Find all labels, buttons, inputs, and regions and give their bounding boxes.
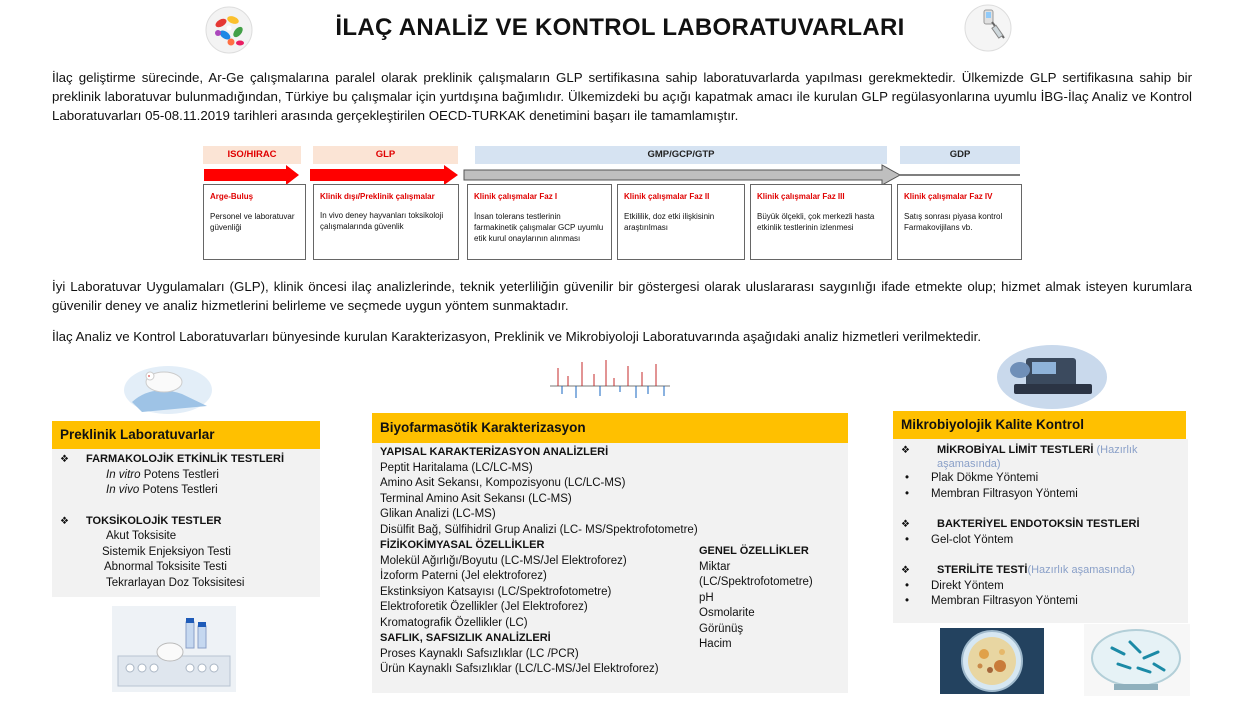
bullet-icon: •	[905, 533, 910, 546]
group-title: TOKSİKOLOJİK TESTLER	[86, 514, 222, 527]
biyo-genel-column	[699, 544, 849, 653]
list-item	[901, 487, 1180, 503]
item-text: Gel-clot Yöntem	[931, 533, 1014, 546]
page-title: İLAÇ ANALİZ VE KONTROL LABORATUVARLARI	[335, 14, 905, 41]
box-text: In vivo deney hayvanları toksikoloji çalışmalarında güvenlik	[320, 211, 444, 231]
group-note: (Hazırlık aşamasında)	[1027, 564, 1136, 576]
box-title: Klinik dışı/Preklinik çalışmalar	[320, 192, 435, 201]
mouse-hand-image	[122, 354, 214, 416]
list-item: Görünüş	[699, 622, 744, 635]
list-item: Elektroforetik Özellikler (Jel Elektroforez)	[380, 601, 588, 613]
list-item	[901, 471, 1180, 487]
list-item: Tekrarlayan Doz Toksisitesi	[106, 576, 245, 589]
group-title: STERİLİTE TESTİ	[937, 564, 1028, 576]
box-text: Satış sonrası piyasa kontrol Farmakovijilans vb.	[904, 212, 1003, 232]
list-item: Disülfit Bağ, Sülfihidril Grup Analizi (LC- MS/Spektrofotometre)	[380, 523, 698, 536]
diamond-bullet-icon: ❖	[60, 515, 69, 527]
timeline-box-preklinik	[313, 184, 459, 260]
item-italic: In vivo	[106, 484, 140, 496]
item-text: Membran Filtrasyon Yöntemi	[931, 487, 1078, 500]
box-title: Klinik çalışmalar Faz IV	[904, 192, 993, 201]
bullet-icon: •	[905, 595, 910, 607]
bullet-icon: •	[905, 487, 910, 500]
intro-paragraph: İlaç geliştirme sürecinde, Ar-Ge çalışmalarına paralel olarak preklinik çalışmaların GLP sertifikasına sahip laboratuvarlarda yapılması gerekmektedir. Ülkemizde GLP sertifikasına sahip bir preklinik laboratuvar bulunmadığından, Türkiye bu çalışmalar için yurtdışına bağımlıdır. Ülkemizdeki bu açığı kapatmak amacı ile kurulan GLP regülasyonlarına uyumlu İBG-İlaç Analiz ve Kontrol Laboratuvarları 05-08.11.2019 tarihleri arasında gerçekleştirilen OECD-TURKAK denetimini başarı ile tamamlamıştır.	[52, 70, 1192, 123]
biyo-section-saflik: SAFLIK, SAFSIZLIK ANALİZLERİ	[380, 632, 551, 644]
diamond-bullet-icon: ❖	[901, 565, 910, 576]
bullet-icon: •	[905, 579, 910, 592]
biyo-section-fizikokimyasal: FİZİKOKİMYASAL ÖZELLİKLER	[380, 539, 545, 551]
mikro-group-mikrobiyal	[901, 443, 1180, 471]
list-item: Molekül Ağırlığı/Boyutu (LC-MS/Jel Elektroforez)	[380, 554, 627, 567]
biyo-section-yapisal: YAPISAL KARAKTERİZASYON ANALİZLERİ	[380, 446, 609, 458]
box-title: Klinik çalışmalar Faz II	[624, 192, 710, 201]
box-text: Etkililik, doz etki ilişkisinin araştırılması	[624, 212, 715, 232]
microscope-image	[996, 344, 1108, 410]
bullet-icon: •	[905, 472, 910, 484]
diamond-bullet-icon: ❖	[901, 519, 910, 530]
bacteria-image	[1084, 624, 1190, 696]
item-text: Potens Testleri	[140, 468, 219, 481]
list-item: Osmolarite	[699, 607, 755, 619]
group-note: (Hazırlık	[1093, 444, 1138, 456]
preklinik-group-farmakolojik	[60, 452, 312, 468]
timeline	[0, 0, 1240, 270]
preklinik-group-toksikolojik	[60, 514, 312, 530]
mikro-group-endotoksin	[901, 517, 1180, 533]
list-item: Abnormal Toksisite Testi	[104, 561, 227, 573]
timeline-box-faz2	[617, 184, 745, 260]
item-text: Potens Testleri	[139, 484, 218, 496]
list-item: Peptit Haritalama (LC/LC-MS)	[380, 461, 533, 474]
box-title: Klinik çalışmalar Faz I	[474, 192, 558, 201]
preklinik-body	[52, 449, 320, 597]
box-title: Klinik çalışmalar Faz III	[757, 192, 845, 201]
list-item: Ekstinksiyon Katsayısı (LC/Spektrofotometre)	[380, 585, 612, 598]
diamond-bullet-icon: ❖	[901, 445, 910, 456]
list-item: Ürün Kaynaklı Safsızlıklar (LC/LC-MS/Jel Elektroforez)	[380, 663, 659, 675]
petri-dish-image	[940, 628, 1044, 694]
list-item: Terminal Amino Asit Sekansı (LC-MS)	[380, 492, 572, 505]
list-item	[901, 594, 1180, 610]
list-item: pH	[699, 591, 714, 604]
box-title: Arge-Buluş	[210, 192, 254, 201]
list-item: Amino Asit Sekansı, Kompozisyonu (LC/LC-MS)	[380, 477, 626, 489]
timeline-box-faz1	[467, 184, 612, 260]
item-text: Plak Dökme Yöntemi	[931, 472, 1039, 484]
list-item: İzoform Paterni (Jel elektroforez)	[380, 570, 547, 582]
mikro-group-sterilite	[901, 563, 1180, 579]
phase-glp: GLP	[313, 146, 458, 164]
item-text: Membran Filtrasyon Yöntemi	[931, 595, 1078, 607]
group-title: BAKTERİYEL ENDOTOKSİN TESTLERİ	[937, 518, 1140, 530]
biyo-section-genel: GENEL ÖZELLİKLER	[699, 545, 809, 557]
list-item: Sistemik Enjeksiyon Testi	[102, 545, 231, 558]
group-note: aşamasında)	[937, 458, 1001, 470]
chromatogram-image	[548, 356, 672, 400]
list-item: Miktar	[699, 560, 731, 573]
list-item	[60, 483, 312, 499]
diamond-bullet-icon: ❖	[60, 454, 69, 465]
timeline-box-arge	[203, 184, 306, 260]
list-item: Hacim	[699, 638, 732, 650]
mikro-body	[893, 439, 1188, 623]
group-title: MİKROBİYAL LİMİT TESTLERİ	[937, 444, 1094, 456]
item-italic: In vitro	[106, 468, 141, 481]
mikro-header: Mikrobiyolojik Kalite Kontrol	[893, 411, 1186, 439]
phase-iso-hirac: ISO/HIRAC	[203, 146, 301, 164]
list-item: Akut Toksisite	[106, 530, 177, 542]
timeline-arrows	[200, 164, 1040, 186]
list-item: Glikan Analizi (LC-MS)	[380, 508, 496, 520]
box-text: Büyük ölçekli, çok merkezli hasta etkinlik testlerinin izlenmesi	[757, 212, 875, 232]
group-title: FARMAKOLOJİK ETKİNLİK TESTLERİ	[86, 453, 284, 465]
box-text: İnsan tolerans testlerinin farmakinetik çalışmalar GCP uyumlu etik kurul onaylarının alınması	[474, 212, 604, 243]
services-paragraph: İlaç Analiz ve Kontrol Laboratuvarları bünyesinde kurulan Karakterizasyon, Preklinik ve Mikrobiyoloji Laboratuvarında aşağıdaki analiz hizmetleri verilmektedir.	[52, 329, 982, 344]
group-title-wrap	[937, 443, 1137, 471]
list-item	[901, 579, 1180, 595]
phase-gdp: GDP	[900, 146, 1020, 164]
item-text: Direkt Yöntem	[931, 579, 1004, 592]
list-item	[901, 533, 1180, 549]
glp-paragraph: İyi Laboratuvar Uygulamaları (GLP), klinik öncesi ilaç analizlerinde, teknik yeterliliğin güvenilir bir göstergesi olarak uluslararası saygınlığı ifade etmekte olup; hizmet almak isteyen kurumlara güvenilir deney ve analiz hizmetlerini belirleme ve seçmede uygun yöntem sunmaktadır.	[52, 279, 1192, 313]
list-item	[60, 468, 312, 484]
mouse-lab-image	[112, 606, 236, 692]
list-item: (LC/Spektrofotometre)	[699, 576, 813, 588]
biyo-header: Biyofarmasötik Karakterizasyon	[372, 413, 848, 443]
preklinik-header: Preklinik Laboratuvarlar	[52, 421, 320, 449]
timeline-box-faz3	[750, 184, 892, 260]
box-text: Personel ve laboratuvar güvenliği	[210, 212, 295, 232]
phase-gmp-gcp-gtp: GMP/GCP/GTP	[475, 146, 887, 164]
list-item: Kromatografik Özellikler (LC)	[380, 616, 528, 629]
timeline-box-faz4	[897, 184, 1022, 260]
list-item: Proses Kaynaklı Safsızlıklar (LC /PCR)	[380, 647, 579, 660]
